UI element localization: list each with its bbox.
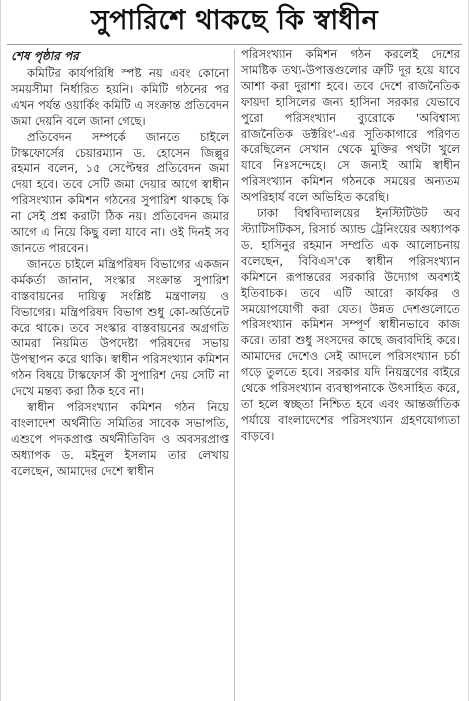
headline: সুপারিশে থাকছে কি স্বাধীন <box>90 5 379 36</box>
right-column <box>235 47 468 701</box>
continuation-kicker: শেষ পৃষ্ঠার পর <box>11 49 79 63</box>
left-column <box>1 47 234 701</box>
paragraph: প্রতিবেদন সম্পর্কে জানতে চাইলে টাস্কফোর্সের চেয়ারম্যান ড. হোসেন জিল্লুর রহমান বলেন, ১৫ সেপ্টেম্বর প্রতিবেদন জমা দেয়া হবে। তবে সেটি জমা দেয়ার আগে স্বাধীন পরিসংখ্যান কমিশন গঠনের সুপারিশ থাকছে কি না সেই প্রশ্ন করাটা ঠিক নয়। প্রতিবেদন জমার আগে এ নিয়ে কিছু বলা যাবে না। ওই দিনই সব জানতে পারবেন। <box>11 129 229 255</box>
headline-rule <box>7 44 462 45</box>
article-body <box>1 47 468 701</box>
paragraph: ঢাকা বিশ্ববিদ্যালয়ের ইনস্টিটিউট অব স্ট্যাটিসটিকস, রিসার্চ অ্যান্ড ট্রেনিংয়ের অধ্যাপক ড. হাসিনুর রহমান সম্প্রতি এক আলোচনায় বলেছেন, বিবিএস'কে স্বাধীন পরিসংখ্যান কমিশনে রূপান্তরের সরকারি উদ্যোগ অবশ্যই ইতিবাচক। তবে এটি আরো কার্যকর ও সময়োপযোগী করা যেত। উন্নত দেশগুলোতে পরিসংখ্যান কমিশন সম্পূর্ণ স্বাধীনভাবে কাজ করে। তারা শুধু সংসদের কাছে জবাবদিহি করে। আমাদের দেশেও সেই আদলে পরিসংখ্যান চর্চা গড়ে তুলতে হবে। সরকার যদি নিয়ন্ত্রণের বাইরে থেকে পরিসংখ্যান ব্যবস্থাপনাকে উৎসাহিত করে, তা হলে স্বচ্ছতা নিশ্চিত হবে এবং আন্তর্জাতিক পর্যায়ে বাংলাদেশের পরিসংখ্যান গ্রহণযোগ্যতা বাড়বে। <box>241 206 460 443</box>
paragraph: জানতে চাইলে মন্ত্রিপরিষদ বিভাগের একজন কর্মকর্তা জানান, সংস্কার সংক্রান্ত সুপারিশ বাস্তবায়নের দায়িত্ব সংশ্লিষ্ট মন্ত্রণালয় ও বিভাগের। মন্ত্রিপরিষদ বিভাগ শুধু কো-অর্ডিনেট করে থাকে। তবে সংস্কার বাস্তবায়নের অগ্রগতি আমরা নিয়মিত উপদেষ্টা পরিষদের সভায় উপস্থাপন করে থাকি। স্বাধীন পরিসংখ্যান কমিশন গঠন বিষয়ে টাস্কফোর্স কী সুপারিশ দেয় সেটি না দেখে মন্তব্য করা ঠিক হবে না। <box>11 256 229 399</box>
paragraph: স্বাধীন পরিসংখ্যান কমিশন গঠন নিয়ে বাংলাদেশ অর্থনীতি সমিতির সাবেক সভাপতি, এশুপে পদকপ্রাপ্ত অর্থনীতিবিদ ও অবসরপ্রাপ্ত অধ্যাপক ড. মইনুল ইসলাম তার লেখায় বলেছেন, আমাদের দেশে স্বাধীন <box>11 400 229 478</box>
paragraph: কমিটির কার্যপরিধি স্পষ্ট নয় এবং কোনো সময়সীমা নির্ধারিত হয়নি। কমিটি গঠনের পর এখন পর্যন্ত ওয়ার্কিং কমিটি এ সংক্রান্ত প্রতিবেদন জমা দেয়নি বলে জানা গেছে। <box>11 66 229 128</box>
paragraph: পরিসংখ্যান কমিশন গঠন করলেই দেশের সামষ্টিক তথ্য-উপাত্তগুলোর ত্রুটি দূর হয়ে যাবে আশা করা দুরাশা হবে। তবে দেশে রাজনৈতিক ফায়দা হাসিলের জন্য হাসিনা সরকার যেভাবে পুরো পরিসংখ্যান ব্যুরোকে 'অবিশ্বাস্য রাজনৈতিক ডক্টরিং'-এর সূতিকাগারে পরিণত করেছিলেন সেখান থেকে মুক্তির পথটা খুলে যাবে নিঃসন্দেহে। সে জন্যই আমি স্বাধীন পরিসংখ্যান কমিশন গঠনকে সময়ের অন্যতম অপরিহার্য বলে অভিহিত করেছি। <box>241 47 460 205</box>
